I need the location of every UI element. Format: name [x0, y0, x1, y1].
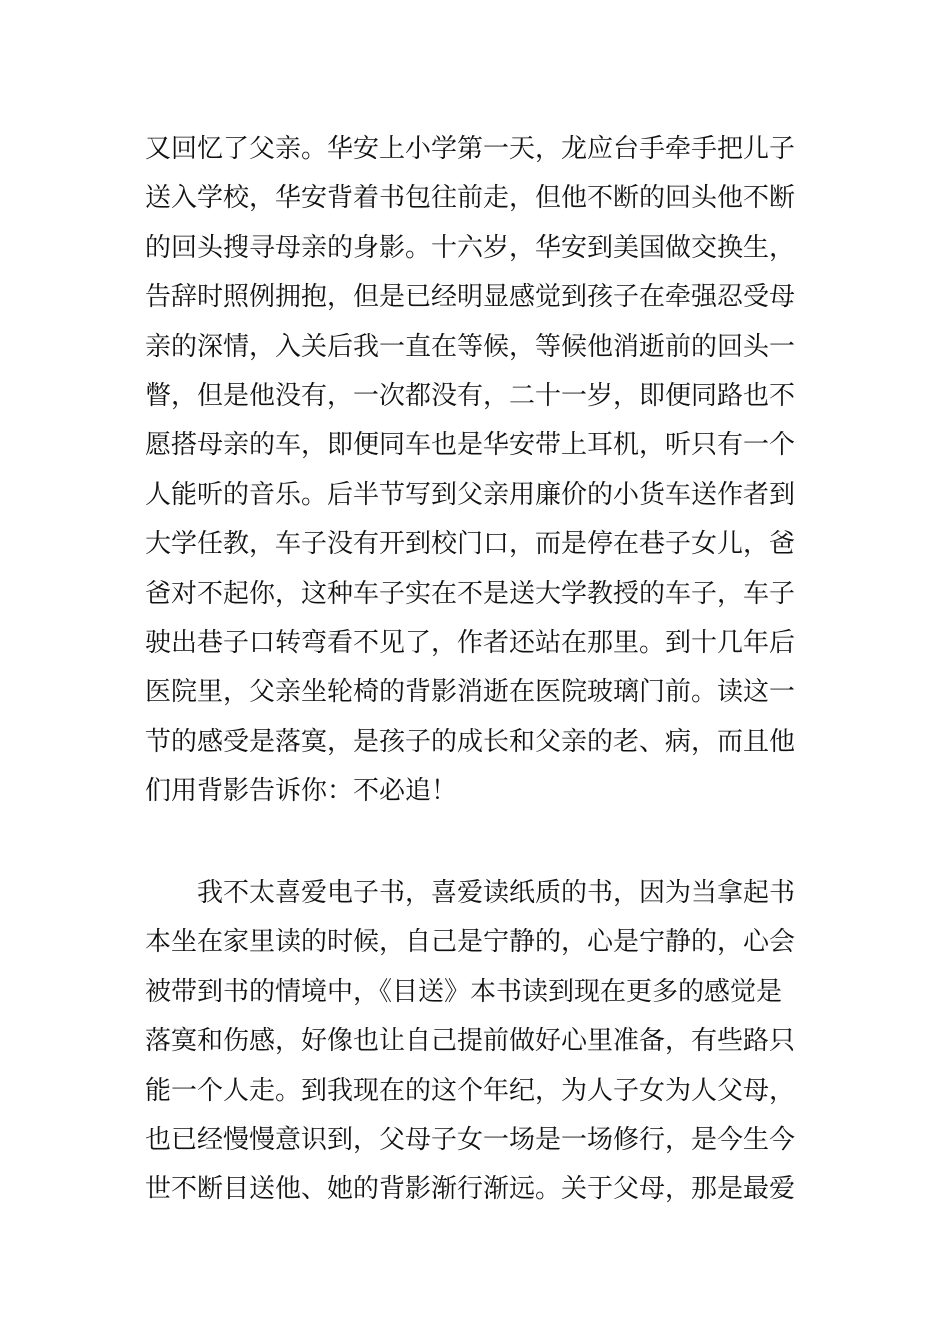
text-line: 送入学校，华安背着书包往前走，但他不断的回头他不断 [145, 183, 796, 214]
text-line: 被带到书的情境中，《目送》本书读到现在更多的感觉是 [145, 976, 783, 1007]
text-line: 又回忆了父亲。华安上小学第一天，龙应台手牵手把儿子 [145, 134, 796, 164]
text-line: 愿搭母亲的车，即便同车也是华安带上耳机，听只有一个 [145, 430, 796, 461]
text-line: 们用背影告诉你：不必追！ [145, 776, 458, 807]
text-line: 的回头搜寻母亲的身影。十六岁，华安到美国做交换生， [145, 232, 796, 263]
text-line: 亲的深情，入关后我一直在等候，等候他消逝前的回头一 [145, 331, 796, 362]
paragraph-2 [145, 869, 815, 1215]
paragraph-1 [145, 125, 815, 816]
text-line: 能一个人走。到我现在的这个年纪，为人子女为人父母， [145, 1075, 796, 1106]
text-line: 医院里，父亲坐轮椅的背影消逝在医院玻璃门前。读这一 [145, 677, 796, 708]
text-line: 爸对不起你，这种车子实在不是送大学教授的车子，车子 [145, 578, 796, 609]
text-line: 落寞和伤感，好像也让自己提前做好心里准备，有些路只 [145, 1026, 796, 1057]
text-line: 告辞时照例拥抱，但是已经明显感觉到孩子在牵强忍受母 [145, 282, 796, 313]
text-line: 世不断目送他、她的背影渐行渐远。关于父母，那是最爱 [145, 1174, 796, 1205]
text-line: 人能听的音乐。后半节写到父亲用廉价的小货车送作者到 [145, 479, 796, 510]
text-line: 也已经慢慢意识到，父母子女一场是一场修行，是今生今 [145, 1124, 796, 1155]
text-line: 本坐在家里读的时候，自己是宁静的，心是宁静的，心会 [145, 927, 796, 958]
text-line: 驶出巷子口转弯看不见了，作者还站在那里。到十几年后 [145, 627, 796, 658]
text-line-indented: 我不太喜爱电子书，喜爱读纸质的书，因为当拿起书 [197, 878, 796, 908]
text-line: 节的感受是落寞，是孩子的成长和父亲的老、病，而且他 [145, 726, 796, 757]
text-line: 瞥，但是他没有，一次都没有，二十一岁，即便同路也不 [145, 380, 796, 411]
text-line: 大学任教，车子没有开到校门口，而是停在巷子女儿，爸 [145, 529, 796, 560]
